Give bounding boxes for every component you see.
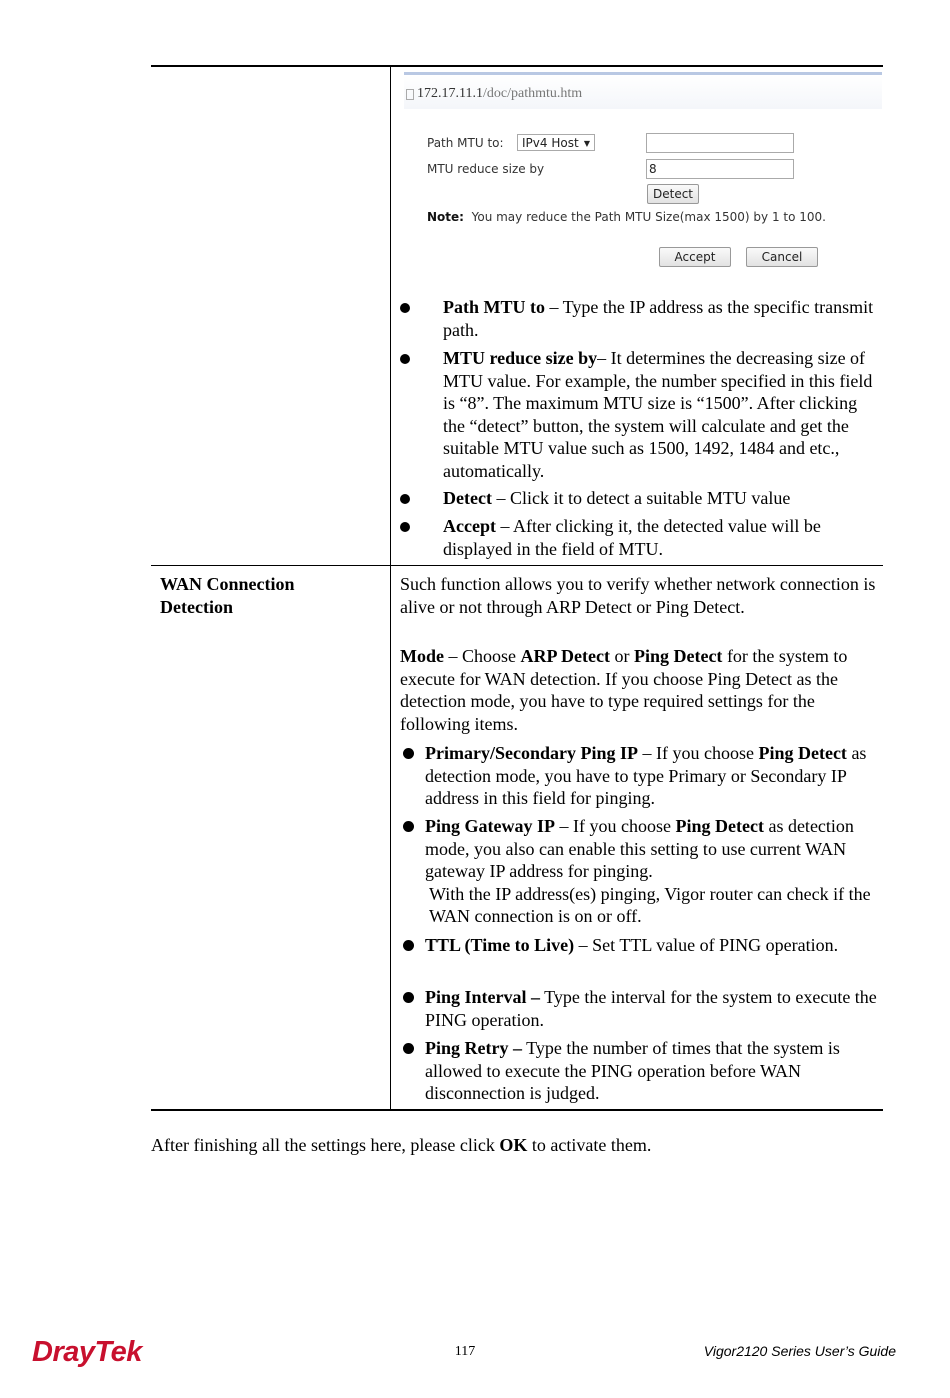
- mode-paragraph: Mode – Choose ARP Detect or Ping Detect for the system to execute for WAN detection. If you choose Ping Detect as the detection mode, you have to type required settings for the following items.: [400, 646, 848, 734]
- address-url: 172.17.11.1/doc/pathmtu.htm: [417, 86, 583, 101]
- bullet-icon: [403, 940, 414, 951]
- bullet-icon: [403, 821, 414, 832]
- path-mtu-select[interactable]: IPv4 Host ▼: [517, 134, 595, 151]
- address-bar: [404, 72, 882, 109]
- bullet-icon: [403, 1043, 414, 1054]
- guide-title: Vigor2120 Series User’s Guide: [703, 1343, 896, 1359]
- page-number: 117: [454, 1344, 476, 1359]
- bullet-icon: [400, 522, 410, 532]
- path-mtu-label: Path MTU to:: [427, 136, 504, 150]
- closing-paragraph: After finishing all the settings here, please click OK to activate them.: [151, 1135, 652, 1155]
- page-icon: [406, 89, 414, 100]
- table-bottom-rule: [151, 1109, 883, 1111]
- table-row-divider: [151, 565, 883, 566]
- bullet-icon: [400, 354, 410, 364]
- detect-button[interactable]: Detect: [647, 184, 699, 204]
- path-mtu-input[interactable]: [646, 133, 794, 153]
- bullet-icon: [400, 494, 410, 504]
- mtu-reduce-label: MTU reduce size by: [427, 162, 545, 176]
- table-top-rule: [151, 65, 883, 67]
- table-column-divider: [390, 66, 391, 1111]
- wan-detection-intro: Such function allows you to verify whether network connection is alive or not through ARP Detect or Ping Detect.: [400, 574, 876, 617]
- bullet-icon: [403, 992, 414, 1003]
- note-text: Note: You may reduce the Path MTU Size(max 1500) by 1 to 100.: [427, 210, 826, 224]
- bullet-icon: [400, 303, 410, 313]
- cancel-button[interactable]: Cancel: [746, 247, 818, 267]
- accept-button[interactable]: Accept: [659, 247, 731, 267]
- wan-connection-detection-label: WAN Connection Detection: [160, 574, 295, 617]
- bullet-icon: [403, 748, 414, 759]
- mtu-reduce-input[interactable]: 8: [646, 159, 794, 179]
- dropdown-arrow-icon: ▼: [583, 139, 590, 148]
- path-mtu-screenshot: [404, 70, 882, 275]
- draytek-logo: DrayTek: [32, 1336, 142, 1368]
